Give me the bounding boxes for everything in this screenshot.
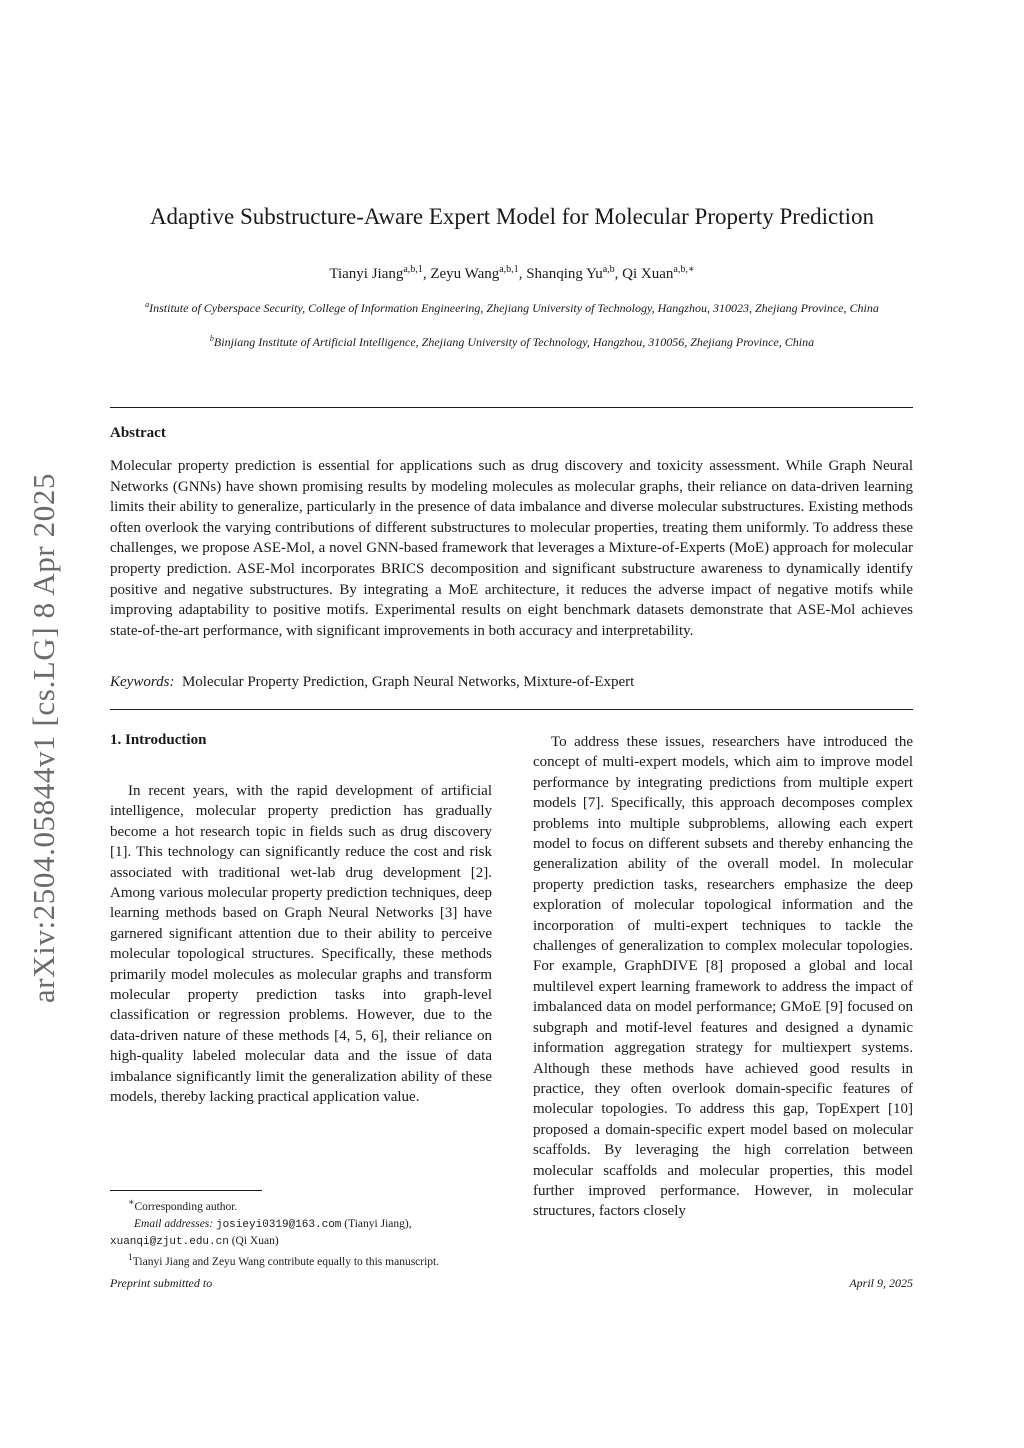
footnote-corresponding <box>110 1195 500 1215</box>
footnote-text: Corresponding author. <box>134 1200 238 1213</box>
abstract-heading: Abstract <box>110 425 166 441</box>
affiliation-a <box>130 296 894 317</box>
keywords <box>110 674 913 691</box>
affiliation-mark: a <box>145 300 150 309</box>
footer-preprint: Preprint submitted to <box>110 1276 213 1290</box>
keywords-list: Molecular Property Prediction, Graph Neural Networks, Mixture-of-Expert <box>181 674 635 690</box>
abstract-top-rule <box>110 407 913 408</box>
intro-paragraph-1: In recent years, with the rapid development of artificial intelligence, molecular property prediction has gradually become a hot research topic in fields such as drug discovery [1]. This technology can significantly reduce the cost and risk associated with traditional wet-lab drug development [2]. Among various molecular property prediction techniques, deep learning methods based on Graph Neural Networks [3] have garnered significant attention due to their ability to perceive molecular topological structures. Specifically, these methods primarily model molecules as molecular graphs and transform molecular property prediction tasks into graph-level classification or regression problems. However, due to the data-driven nature of these methods [4, 5, 6], their reliance on high-quality labeled molecular data and the issue of data imbalance significantly limit the generalization ability of these models, thereby lacking practical application value. <box>110 783 492 1106</box>
email-link[interactable]: josieyi0319@163.com <box>215 1218 342 1231</box>
abstract-body: Molecular property prediction is essential for applications such as drug discovery and toxicity assessment. While Graph Neural Networks (GNNs) have shown promising results by modeling molecules as molecular graphs, their reliance on data-driven learning limits their ability to generalize, particularly in the presence of data imbalance and diverse molecular substructures. Existing methods often overlook the varying contributions of different substructures to molecular properties, treating them uniformly. To address these challenges, we propose ASE-Mol, a novel GNN-based framework that leverages a Mixture-of-Experts (MoE) approach for molecular property prediction. ASE-Mol incorporates BRICS decomposition and significant substructure awareness to dynamically identify positive and negative substructures. By integrating a MoE architecture, it reduces the adverse impact of negative motifs while improving adaptability to positive motifs. Experimental results on eight benchmark datasets demonstrate that ASE-Mol achieves state-of-the-art performance, with significant improvements in both accuracy and interpretability. <box>110 458 913 639</box>
author-affiliation-mark: a,b,1 <box>499 264 519 275</box>
author-name: Zeyu Wang <box>430 266 500 282</box>
footnote-mark: ∗ <box>128 1197 135 1208</box>
paper-title: Adaptive Substructure-Aware Expert Model for Molecular Property Prediction <box>149 204 875 229</box>
footnote-mark: 1 <box>128 1251 133 1263</box>
abstract-bottom-rule <box>110 709 913 710</box>
author-affiliation-mark: a,b <box>602 264 615 275</box>
author-name: Qi Xuan <box>622 266 674 282</box>
footnote-rule <box>110 1190 262 1191</box>
footer-date: April 9, 2025 <box>849 1276 913 1290</box>
affiliation-text: Institute of Cyberspace Security, College of Information Engineering, Zhejiang University of Technology, Hangzhou, 310023, Zhejiang Province, China <box>149 301 879 315</box>
arxiv-id: arXiv:2504.05844v1 [cs.LG] 8 Apr 2025 <box>26 472 62 1004</box>
intro-right-column <box>533 732 913 1222</box>
intro-left-column <box>110 781 492 1108</box>
email-owner: (Qi Xuan) <box>231 1234 279 1247</box>
keywords-label: Keywords: <box>110 674 175 690</box>
footnotes <box>110 1195 500 1270</box>
section-heading-introduction: 1. Introduction <box>110 732 207 748</box>
email-owner: (Tianyi Jiang), <box>344 1217 412 1230</box>
author-name: Tianyi Jiang <box>329 266 404 282</box>
email-link[interactable]: xuanqi@zjut.edu.cn <box>110 1235 229 1248</box>
footnote-emails-continued <box>110 1233 500 1250</box>
author-name: Shanqing Yu <box>526 266 603 282</box>
author-affiliation-mark: a,b,1 <box>403 264 423 275</box>
affiliation-b <box>130 330 894 351</box>
arxiv-sidebar-stamp <box>4 458 84 1018</box>
email-label: Email addresses: <box>134 1217 214 1230</box>
affiliation-mark: b <box>209 334 214 343</box>
intro-paragraph-2: To address these issues, researchers have introduced the concept of multi-expert models, which aim to improve model performance by integrating predictions from multiple expert models [7]. Specifically, this approach decomposes complex problems into multiple subproblems, allowing each expert model to focus on different subsets and thereby enhancing the generalization ability of the overall model. In molecular property prediction tasks, researchers emphasize the deep exploration of molecular topological information and the incorporation of multi-expert techniques to tackle the challenges of generalization to complex molecular topologies. For example, GraphDIVE [8] proposed a global and local multilevel expert learning framework to address the impact of imbalanced data on model performance; GMoE [9] focused on subgraph and motif-level features and designed a dynamic information aggregation strategy for multiexpert systems. Although these methods have achieved good results in practice, they often overlook domain-specific features of molecular topologies. To address this gap, TopExpert [10] proposed a domain-specific expert model based on molecular scaffolds. By leveraging the high correlation between molecular scaffolds and molecular properties, this model further improved performance. However, in molecular structures, factors closely <box>533 734 913 1220</box>
footnote-equal-contribution <box>110 1250 500 1270</box>
author-list: Tianyi Jiang$^{a,b,1}$, Zeyu Wang$^{a,b,1}$, Shanqing Yu$^{a,b}$, Qi Xuan$^{a,b,∗}$ <box>329 264 695 282</box>
author-affiliation-mark: a,b,∗ <box>673 264 695 275</box>
footnote-emails <box>110 1216 500 1233</box>
affiliation-text: Binjiang Institute of Artificial Intelligence, Zhejiang University of Technology, Hangzhou, 310056, Zhejiang Province, China <box>213 335 815 349</box>
footnote-text: Tianyi Jiang and Zeyu Wang contribute equally to this manuscript. <box>132 1255 440 1268</box>
